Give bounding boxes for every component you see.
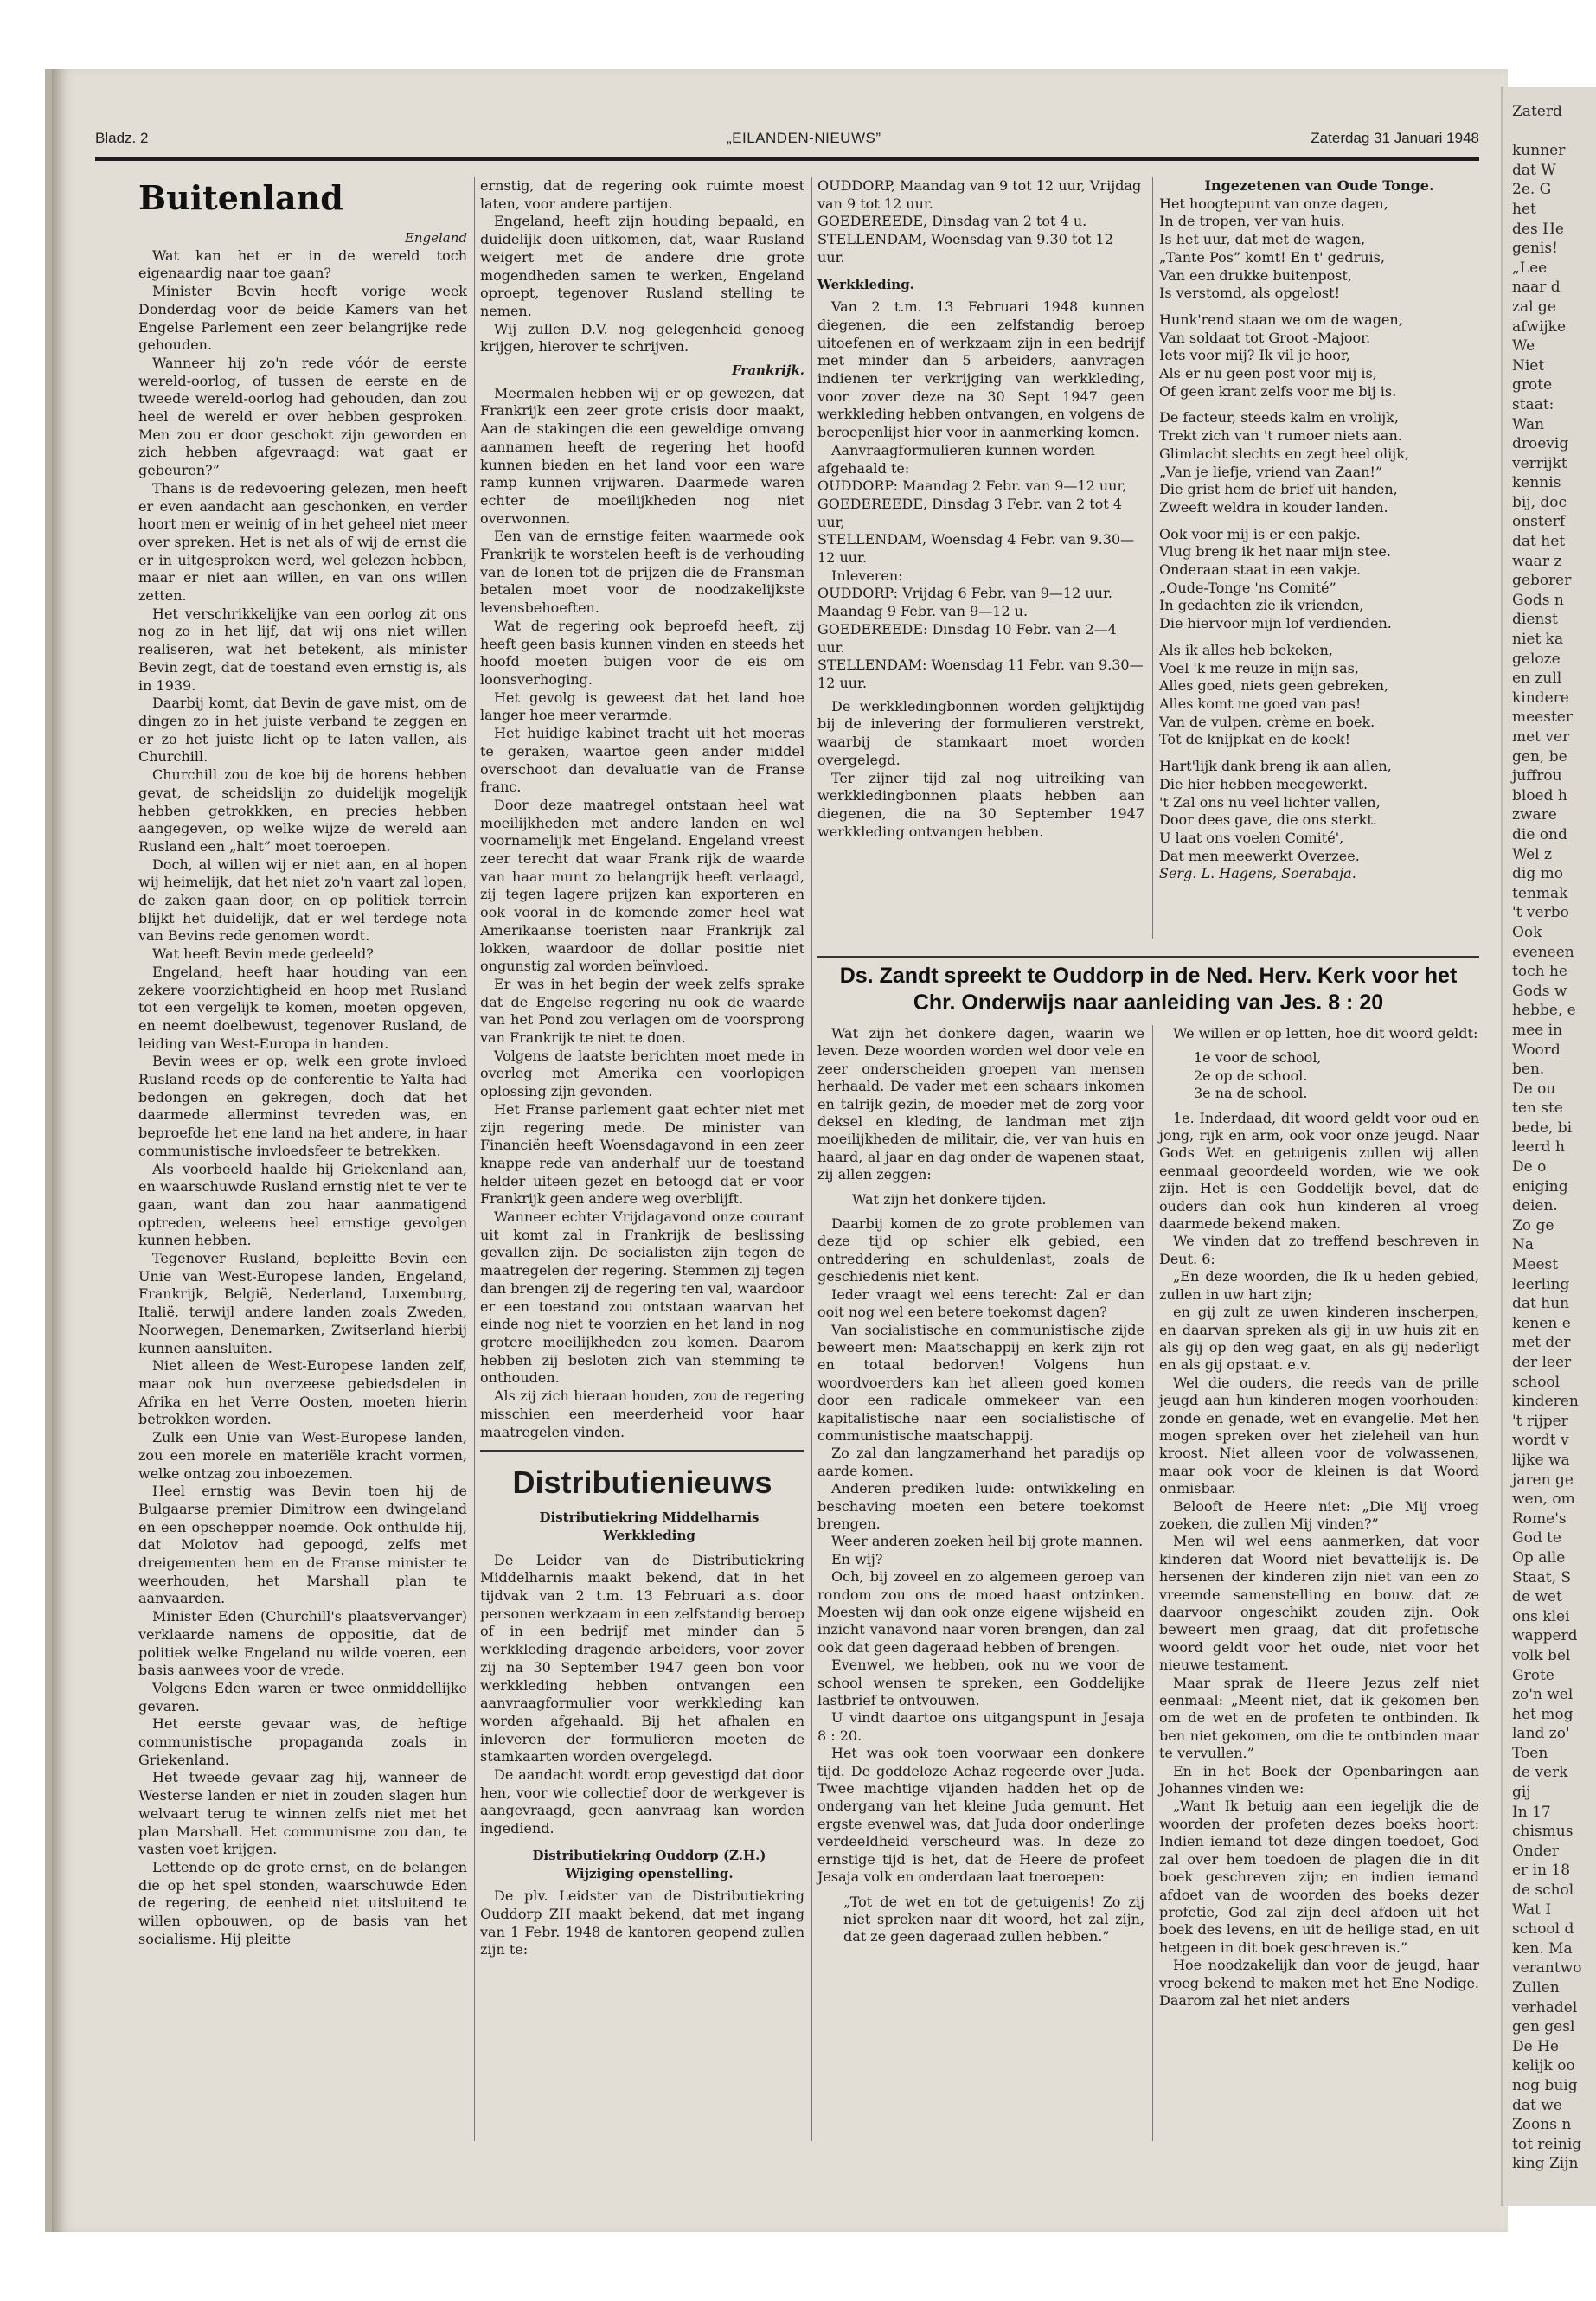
paragraph: Er was in het begin der week zelfs sprake dat de Engelse regering nu ook de waarde van het Pond zou verlagen om de voorsprong van Frankrijk te niet te doen. bbox=[480, 975, 804, 1047]
poem-line: Is het uur, dat met de wagen, bbox=[1159, 231, 1366, 248]
paragraph: ernstig, dat de regering ook ruimte moest laten, voor andere partijen. bbox=[480, 177, 804, 212]
section-subtitle: Werkkleding bbox=[603, 1527, 695, 1543]
section-title: Distributienieuws bbox=[512, 1465, 772, 1501]
poem-line: Ook voor mij is er een pakje. bbox=[1159, 525, 1361, 542]
paragraph: Wat zijn het donkere dagen, waarin we leven. Deze woorden worden wel door vele en zeer onderscheiden groepen van mensen herhaald. De vader met een schaars inkomen en talrijk gezin, de moeder met de zorg voor deksel en kleding, de landman met zijn moeilijkheden de militair, die, ver van huis en haard, al jaar en dag onder de wapenen staat, zij allen zeggen: bbox=[817, 1025, 1144, 1183]
poem-line: Door dees gave, die ons sterkt. bbox=[1159, 811, 1377, 829]
paragraph: Belooft de Heere niet: „Die Mij vroeg zoeken, die zullen Mij vinden?” bbox=[1159, 1497, 1479, 1532]
poem-line: Alles komt me goed van pas! bbox=[1159, 695, 1362, 712]
poem-line: Als ik alles heb bekeken, bbox=[1159, 641, 1333, 658]
stanza-break bbox=[1159, 401, 1479, 409]
paragraph: Thans is de redevoering gelezen, men heeft er even aandacht aan geschonken, en verder hoort men er weinig of in het geheel niet meer over spreken. Het is net als of wij de ernst die er in uitgesproken werd, wel gelezen hebben, maar er niet aan willen, en van ons willen zetten. bbox=[138, 479, 467, 605]
section-subtitle: Engeland bbox=[404, 230, 467, 246]
article-buitenland bbox=[138, 177, 467, 1949]
paragraph: Het was ook toen voorwaar een donkere tijd. De goddeloze Achaz regeerde over Juda. Twee machtige vijanden hadden het op de ondergang van het kleine Juda gemunt. Het ergste evenwel was, dat Juda door onderlinge verdeeldheid verscheurd was. In deze zo ernstige tijd is het, dat de Heere de profeet Jesaja volk en onderdaan laat toeroepen: bbox=[817, 1745, 1144, 1886]
paragraph: Meermalen hebben wij er op gewezen, dat Frankrijk een zeer grote crisis door maakt, Aan de stakingen die een geweldige omvang aannamen heeft de regering het hoofd kunnen bieden en het land voor een ware ramp kunnen vrijwaren. Daarmede waren echter de moeilijkheden nog niet overwonnen. bbox=[480, 384, 804, 527]
paragraph: Engeland, heeft haar houding van een zekere voorzichtigheid en hoop met Rusland tot een vergelijk te komen, moeten opgeven, en neemt doelbewust, tegenover Rusland, de leiding van West-Europa in handen. bbox=[138, 963, 467, 1052]
article-continuation bbox=[480, 177, 804, 1959]
stanza-break bbox=[1159, 633, 1479, 642]
paragraph: Wanneer echter Vrijdagavond onze courant uit komt zal in Frankrijk de beslissing gevallen zijn. De socialisten zijn tegen de maatregelen der regering. Stemmen zij tegen dan brengen zij de regering ten val, waardoor er een toestand zou ontstaan waarvan het einde nog niet te voorzien en het land in nog grotere moeilijkheden zou komen. Daarom hebben zij besloten zich van stemming te onthouden. bbox=[480, 1208, 804, 1387]
poem-line: De facteur, steeds kalm en vrolijk, bbox=[1159, 409, 1399, 426]
paragraph: Het gevolg is geweest dat het land hoe langer hoe meer verarmde. bbox=[480, 689, 804, 724]
poem-line: Voel 'k me reuze in mijn sas, bbox=[1159, 659, 1359, 676]
section-rule bbox=[480, 1450, 804, 1452]
schedule-line: Inleveren: bbox=[831, 567, 903, 584]
notice-line: OUDDORP, Maandag van 9 tot 12 uur, Vrijdag van 9 tot 12 uur. bbox=[817, 177, 1142, 212]
paragraph: Churchill zou de koe bij de horens hebben gevat, de scheidslijn zo duidelijk mogelijk hebben getrokkken, en precies hebben aangegeven, op welke wijze de wereld aan Rusland een „halt” moet toeroepen. bbox=[138, 766, 467, 855]
paragraph: Door deze maatregel ontstaan heel wat moeilijkheden met andere landen en wel voornamelijk met Engeland. Engeland vreest zeer terecht dat waar Frank rijk de waarde van haar munt zo belangrijk heeft verlaagd, zij tegen lagere prijzen kan exporteren en ook vooral in de komende zomer heel wat Amerikaanse toeristen naar Frankrijk zal lokken, waardoor de dollar positie niet ongunstig zal worden beïnvloed. bbox=[480, 796, 804, 975]
poem-line: Dat men meewerkt Overzee. bbox=[1159, 847, 1360, 864]
section-subtitle: Wijziging openstelling. bbox=[565, 1865, 734, 1881]
section-subtitle: Frankrijk. bbox=[732, 362, 804, 379]
paragraph: En in het Boek der Openbaringen aan Johannes vinden we: bbox=[1159, 1762, 1479, 1798]
paragraph: Volgens de laatste berichten moet mede in overleg met Amerika een voorlopigen oplossing zijn gevonden. bbox=[480, 1047, 804, 1100]
paragraph: Bevin wees er op, welk een grote invloed Rusland reeds op de conferentie te Yalta had bedongen en gekregen, doch dat het daarmede allerminst tevreden was, en beproefde het ene land na het andere, in haar communistische invloedsfeer te betrekken. bbox=[138, 1053, 467, 1159]
paragraph: Daarbij komt, dat Bevin de gave mist, om de dingen zo in het juiste verband te zeggen en er zo het juiste licht op te laten vallen, als Churchill. bbox=[138, 695, 467, 766]
poem-line: Hart'lijk dank breng ik aan allen, bbox=[1159, 758, 1392, 775]
poem-line: Van soldaat tot Groot -Majoor. bbox=[1159, 329, 1371, 346]
paragraph: Maar sprak de Heere Jezus zelf niet eenmaal: „Meent niet, dat ik gekomen ben om de wet en de profeten te ontbinden. Ik ben niet gekomen, om die te ontbinden maar te vervullen.” bbox=[1159, 1674, 1479, 1762]
notice-line: GOEDEREEDE, Dinsdag van 2 tot 4 u. bbox=[817, 213, 1087, 230]
paragraph: Wat kan het er in de wereld toch eigenaardig naar toe gaan? bbox=[138, 247, 467, 282]
schedule-line: GOEDEREEDE: Dinsdag 10 Febr. van 2—4 uur. bbox=[817, 620, 1117, 656]
article-headline: Ds. Zandt spreekt te Ouddorp in de Ned. Herv. Kerk voor het Chr. Onderwijs naar aanleiding van Jes. 8 : 20 bbox=[817, 956, 1479, 1016]
paragraph: Het huidige kabinet tracht uit het moeras te geraken, waartoe geen ander middel overschoot dan devaluatie van de Franse franc. bbox=[480, 725, 804, 796]
poem-line: Van de vulpen, crème en boek. bbox=[1159, 713, 1375, 730]
paragraph: „En deze woorden, die Ik u heden gebied, zullen in uw hart zijn; bbox=[1159, 1268, 1479, 1303]
paragraph: Aanvraagformulieren kunnen worden afgehaald te: bbox=[817, 441, 1095, 477]
poem-line: „Tante Pos” komt! En t' gedruis, bbox=[1159, 248, 1385, 266]
paragraph: Van 2 t.m. 13 Februari 1948 kunnen diegenen, die een zelfstandig beroep uitoefenen en of werkzaam zijn in een bedrijf met minder dan 5 arbeiders, aanvragen indienen ter verkrijging van werkkleding, voor zover deze na 30 Sept 1947 geen werkkleding hebben ontvangen, en volgens de beroepenlijst hier voor in aanmerking komen. bbox=[817, 298, 1145, 441]
poem-line: Het hoogtepunt van onze dagen, bbox=[1159, 195, 1388, 212]
poem-line: Als er nu geen post voor mij is, bbox=[1159, 365, 1377, 382]
outline-item: 3e na de school. bbox=[1194, 1085, 1308, 1102]
paragraph: Wanneer hij zo'n rede vóór de eerste wereld-oorlog, of tussen de eerste en de tweede wereld-oorlog had gehouden, dan zou heel de wereld er over hebben gesproken. Men zou er door geschokt zijn geworden en zich hebben afgevraagd: wat gaat er gebeuren?” bbox=[138, 354, 467, 479]
article-body bbox=[138, 247, 467, 1949]
poem-line: Glimlacht slechts en zegt heel olijk, bbox=[1159, 445, 1409, 462]
next-page-edge bbox=[1501, 87, 1596, 2206]
poem-line: Die hier hebben meegewerkt. bbox=[1159, 775, 1368, 792]
poem-signature: Serg. L. Hagens, Soerabaja. bbox=[1159, 865, 1356, 882]
column-divider bbox=[1152, 177, 1153, 939]
paragraph: Zulk een Unie van West-Europese landen, zou een morele en materiële kracht vormen, welke ontzag zou inboezemen. bbox=[138, 1429, 467, 1482]
paragraph: Evenwel, we hebben, ook nu we voor de school wensen te spreken, een Goddelijke lastbrief te ontvouwen. bbox=[817, 1657, 1144, 1709]
paragraph: Het verschrikkelijke van een oorlog zit ons nog zo in het lijf, dat wij ons niet willen realiseren, wat het betekent, als minister Bevin zegt, dat de toestand even ernstig is, als in 1939. bbox=[138, 605, 467, 694]
section-subtitle: Werkkleding. bbox=[817, 276, 914, 292]
column-divider bbox=[1152, 1025, 1153, 2141]
poem-line: Tot de knijpkat en de koek! bbox=[1159, 731, 1351, 748]
quote: „Tot de wet en tot de getuigenis! Zo zij niet spreken naar dit woord, het zal zijn, dat ze geen dageraad zullen hebben.” bbox=[843, 1893, 1144, 1945]
paragraph: Wij zullen D.V. nog gelegenheid genoeg krijgen, hierover te schrijven. bbox=[480, 320, 804, 356]
poem-line: Die grist hem de brief uit handen, bbox=[1159, 481, 1398, 498]
poem-lines bbox=[1159, 195, 1479, 866]
paragraph: U vindt daartoe ons uitgangspunt in Jesaja 8 : 20. bbox=[817, 1709, 1144, 1744]
paragraph: Als zij zich hieraan houden, zou de regering misschien een meerderheid voor haar maatregelen vinden. bbox=[480, 1388, 804, 1440]
paragraph: Och, bij zoveel en zo algemeen geroep van rondom zou ons de moed haast ontzinken. Moesten wij dan ook onze eigene wijsheid en inzicht vanavond naar voren brengen, dan zal ook dat geen dageraad hebben of brengen. bbox=[817, 1568, 1144, 1656]
poem bbox=[1159, 177, 1479, 883]
paragraph: Het tweede gevaar zag hij, wanneer de Westerse landen er niet in zouden slagen hun welvaart terug te winnen zelfs niet met het plan Marshall. Het communisme zou dan, te vasten voet krijgen. bbox=[138, 1769, 467, 1858]
paragraph: Engeland, heeft zijn houding bepaald, en duidelijk doen uitkomen, dat, waar Rusland weigert met de andere drie grote mogendheden samen te werken, Engeland oproept, tegenover Rusland stelling te nemen. bbox=[480, 213, 804, 319]
header-rule bbox=[95, 157, 1479, 161]
paragraph: Een van de ernstige feiten waarmede ook Frankrijk te worstelen heeft is de verhouding van de lonen tot de prijzen die de Fransman betalen moet voor de noodzakelijkste levensbehoeften. bbox=[480, 528, 804, 617]
paragraph: En wij? bbox=[831, 1550, 883, 1567]
poem-line: In gedachten zie ik vrienden, bbox=[1159, 597, 1364, 614]
section-title: Buitenland bbox=[138, 178, 343, 217]
column-divider bbox=[811, 177, 812, 2141]
section-subtitle: Distributiekring Middelharnis bbox=[539, 1509, 760, 1526]
paragraph: Volgens Eden waren er twee onmiddellijke gevaren. bbox=[138, 1679, 467, 1715]
poem-line: „Van je liefje, vriend van Zaan!” bbox=[1159, 463, 1383, 480]
paragraph: Wel die ouders, die reeds van de prille jeugd aan hun kinderen mogen voorhouden: zonde en genade, wet en evangelie. Met hen mogen spreken over het zieleheil van hun kroost. Niet alleen voor de volwassenen, maar ook voor de kleinen is dat Woord onmisbaar. bbox=[1159, 1374, 1479, 1497]
paragraph: Van socialistische en communistische zijde beweert men: Maatschappij en kerk zijn rot en totaal bedorven! Volgens hun woordvoerders kan het alleen goed komen door een radicale ommekeer van een kapitalistische naar een socialistische of communistische maatschappij. bbox=[817, 1321, 1144, 1444]
notice-line: STELLENDAM, Woensdag van 9.30 tot 12 uur. bbox=[817, 231, 1113, 266]
paragraph: De werkkledingbonnen worden gelijktijdig bij de inlevering der formulieren verstrekt, waarbij de stamkaart moet worden overgelegd. bbox=[817, 697, 1144, 768]
paragraph: De Leider van de Distributiekring Middelharnis maakt bekend, dat in het tijdvak van 2 t.m. 13 Februari a.s. door personen werkzaam in een zelfstandig beroep of in een bedrijf met minder dan 5 werkkleding dragende arbeiders, voor zover zij na 30 September 1947 geen bon voor werkkleding hebben ontvangen een aanvraagformulier voor werkkleding kan worden afgehaald. Bij het afhalen en inleveren der formulieren moeten de stamkaarten worden overgelegd. bbox=[480, 1551, 804, 1766]
sermon-outline bbox=[1159, 1049, 1479, 1102]
poem-line: Zweeft weldra in kouder landen. bbox=[1159, 498, 1388, 516]
paragraph: We vinden dat zo treffend beschreven in Deut. 6: bbox=[1159, 1233, 1479, 1267]
schedule-line: GOEDEREEDE, Dinsdag 3 Febr. van 2 tot 4 uur, bbox=[817, 495, 1122, 530]
outline-item: 1e voor de school, bbox=[1194, 1049, 1322, 1067]
section-subtitle: Distributiekring Ouddorp (Z.H.) bbox=[532, 1847, 766, 1863]
outline-item: 2e op de school. bbox=[1194, 1067, 1308, 1084]
paragraph: Niet alleen de West-Europese landen zelf, maar ook hun overzeese gebiedsdelen in Afrika en het Verre Oosten, moeten hierin betrokken worden. bbox=[138, 1357, 467, 1428]
paragraph: Het eerste gevaar was, de heftige communistische propaganda zoals in Griekenland. bbox=[138, 1715, 467, 1768]
page-number: Bladz. 2 bbox=[95, 130, 149, 146]
paragraph: Wat de regering ook beproefd heeft, zij heeft geen basis kunnen vinden en steeds het hoofd moeten buigen voor de eis om loonsverhoging. bbox=[480, 617, 804, 688]
poem-line: Die hiervoor mijn lof verdienden. bbox=[1159, 615, 1392, 632]
quote: Wat zijn het donkere tijden. bbox=[852, 1190, 1047, 1208]
stanza-break bbox=[1159, 303, 1479, 311]
sermon-column-a bbox=[817, 1025, 1144, 1946]
stanza-break bbox=[1159, 517, 1479, 526]
paragraph: Als voorbeeld haalde hij Griekenland aan, en waarschuwde Rusland ernstig niet te ver te gaan, want dan zou haar aanmatigend optreden, weleens heel ernstige gevolgen kunnen hebben. bbox=[138, 1160, 467, 1249]
schedule-line: STELLENDAM, Woensdag 4 Febr. van 9.30—12 uur. bbox=[817, 531, 1135, 567]
paragraph: De aandacht wordt erop gevestigd dat door hen, voor wie collectief door de werkgever is aangevraagd, geen aanvraag kan worden ingediend. bbox=[480, 1766, 804, 1837]
paragraph: Hoe noodzakelijk dan voor de jeugd, haar vroeg bekend te maken met het Ene Nodige. Daarom zal het niet anders bbox=[1159, 1957, 1479, 2009]
schedule-line: STELLENDAM: Woensdag 11 Febr. van 9.30—12 uur. bbox=[817, 657, 1144, 691]
paragraph: Weer anderen zoeken heil bij grote mannen. bbox=[831, 1533, 1144, 1550]
paragraph: We willen er op letten, hoe dit woord geldt: bbox=[1173, 1025, 1478, 1042]
issue-date: Zaterdag 31 Januari 1948 bbox=[1311, 130, 1479, 146]
poem-line: Iets voor mij? Ik vil je hoor, bbox=[1159, 347, 1350, 364]
poem-line: Onderaan staat in een vakje. bbox=[1159, 561, 1362, 579]
paragraph: Men wil wel eens aanmerken, dat voor kinderen dat Woord niet bevattelijk is. De hersenen der kinderen zijn niet van een zo vreemde samenstelling en bouw. dat ze daarvoor ongeschikt zouden zijn. Ook beweert men graag, dat dit profetische woord geldt voor het oude, niet voor het nieuwe testament. bbox=[1159, 1533, 1479, 1674]
sermon-column-b bbox=[1159, 1025, 1479, 2009]
poem-title: Ingezetenen van Oude Tonge. bbox=[1204, 177, 1434, 194]
poem-line: U laat ons voelen Comité', bbox=[1159, 829, 1344, 846]
paragraph: Het Franse parlement gaat echter niet met zijn regering mede. De minister van Financiën heeft Woensdagavond in een zeer knappe rede van anderhalf uur de toestand helder uiteen gezet en betoogd dat er voor Frankrijk geen andere weg overblijft. bbox=[480, 1100, 804, 1208]
page-header bbox=[95, 130, 1479, 156]
paragraph: „Want Ik betuig aan een iegelijk die de woorden der profeten dezes boeks hoort: Indien iemand tot deze dingen toedoet, God zal over hem toedoen de plagen die in dit boek geschreven zijn; en indien iemand afdoet van de woorden des boeks dezer profetie, God zal zijn deel afdoen uit het boek des levens, en uit de heilige stad, en uit hetgeen in dit boek geschreven is.” bbox=[1159, 1798, 1479, 1956]
paragraph: Ter zijner tijd zal nog uitreiking van werkkledingbonnen plaats hebben aan diegenen, die na 30 September 1947 werkkleding ontvangen hebben. bbox=[817, 769, 1144, 840]
paragraph: Minister Eden (Churchill's plaatsvervanger) verklaarde namens de oppositie, dat de politiek welke Engeland nu wilde voeren, een basis aanwees voor de vrede. bbox=[138, 1608, 467, 1679]
poem-line: Trekt zich van 't rumoer niets aan. bbox=[1159, 427, 1402, 445]
schedule-line: OUDDORP: Maandag 2 Febr. van 9—12 uur, bbox=[817, 478, 1127, 495]
poem-line: In de tropen, ver van huis. bbox=[1159, 213, 1345, 230]
schedule-line: OUDDORP: Vrijdag 6 Febr. van 9—12 uur. Maandag 9 Febr. van 9—12 u. bbox=[817, 585, 1112, 620]
paragraph: Tegenover Rusland, bepleitte Bevin een Unie van West-Europese landen, Engeland, Frankrijk, België, Nederland, Luxemburg, Italië, terwijl andere landen zoals Zweden, Noorwegen, Denemarken, Zwitserland hierbij kunnen aansluiten. bbox=[138, 1250, 467, 1356]
paragraph: Zo zal dan langzamerhand het paradijs op aarde komen. bbox=[817, 1445, 1144, 1479]
paragraph: Wat heeft Bevin mede gedeeld? bbox=[152, 945, 374, 963]
newspaper-name: „EILANDEN-NIEUWS” bbox=[727, 130, 881, 146]
poem-line: „Oude-Tonge 'ns Comité” bbox=[1159, 579, 1336, 596]
paragraph: Minister Bevin heeft vorige week Donderdag voor de beide Kamers van het Engelse Parlement een zeer belangrijke rede gehouden. bbox=[138, 283, 467, 354]
paragraph: 1e. Inderdaad, dit woord geldt voor oud en jong, rijk en arm, ook voor onze jeugd. Naar Gods Wet en getuigenis zullen wij allen eenmaal geoordeeld worden, wie we ook zijn. Het is een Goddelijk bevel, dat de ouders dan ook hun kinderen al vroeg daarmede bekend maken. bbox=[1159, 1109, 1479, 1233]
paragraph: Doch, al willen wij er niet aan, en al hopen wij heimelijk, dat het niet zo'n vaart zal lopen, de zaken gaan door, en op politiek terrein blijkt het duidelijk, dat er wel terdege nota van Bevins rede genomen wordt. bbox=[138, 856, 467, 945]
poem-line: 't Zal ons nu veel lichter vallen, bbox=[1159, 793, 1381, 811]
paragraph: Ieder vraagt wel eens terecht: Zal er dan ooit nog wel een betere toekomst dagen? bbox=[817, 1285, 1144, 1321]
stanza-break bbox=[1159, 749, 1479, 758]
poem-line: Of geen krant zelfs voor me bij is. bbox=[1159, 382, 1397, 400]
poem-line: Alles goed, niets geen gebreken, bbox=[1159, 677, 1389, 695]
paragraph: en gij zult ze uwen kinderen inscherpen, en daarvan spreken als gij in uw huis zit en als gij op den weg gaat, en als gij nederligt en als gij opstaat. e.v. bbox=[1159, 1304, 1479, 1374]
paragraph: Anderen prediken luide: ontwikkeling en beschaving moeten een betere toekomst brengen. bbox=[817, 1480, 1144, 1532]
poem-line: Is verstomd, als opgelost! bbox=[1159, 285, 1340, 302]
next-page-text: Zaterd kunner dat W 2e. G het des He genis! „Lee naar d zal ge afwijke We Niet grote staat: Wan droevig verrijkt kennis bij, doc onsterf dat het waar z geborer Gods n dienst niet ka geloze en zull kindere meester met ver gen, be juffrou bloed h zware die ond Wel z dig mo tenmak 't verbo Ook eveneen toch he Gods w hebbe, e mee in Woord ben. De ou ten ste bede, bi leerd h De o eniging deien. Zo ge Na Meest leerling dat hun kenen e met der der leer school kinderen 't rijper wordt v lijke wa jaren ge wen, om Rome's God te Op alle Staat, S de wet ons klei wapperd volk bel Grote zo'n wel het mog land zo' Toen de verk gij In 17 chismus Onder er in 18 de schol Wat I school d ken. Ma verantwo Zullen verhadel gen gesl De He kelijk oo nog buig dat we Zoons n tot reinig king Zijn bbox=[1512, 103, 1582, 2173]
paragraph: Heel ernstig was Bevin toen hij de Bulgaarse premier Dimitrow een dwingeland en een opschepper noemde. Ook onthulde hij, dat Molotov had gepoogd, zelfs met dreigementen hem en de Franse minister te weerhouden, het Marshall plan te aanvaarden. bbox=[138, 1483, 467, 1607]
paragraph: De plv. Leidster van de Distributiekring Ouddorp ZH maakt bekend, dat met ingang van 1 Febr. 1948 de kantoren geopend zullen zijn te: bbox=[480, 1888, 804, 1958]
poem-line: Hunk'rend staan we om de wagen, bbox=[1159, 311, 1403, 328]
column-divider bbox=[474, 177, 475, 2141]
distribution-notice bbox=[817, 177, 1144, 841]
paragraph: Lettende op de grote ernst, en de belangen die op het spel stonden, waarschuwde Eden de regering, de eenheid niet uitsluitend te willen opbouwen, op de basis van het socialisme. Hij pleitte bbox=[138, 1858, 467, 1947]
poem-line: Vlug breng ik het naar mijn stee. bbox=[1159, 543, 1391, 561]
paragraph: Daarbij komen de zo grote problemen van deze tijd op schier elk gebied, een ontreddering en schuldenlast, zoals de geschiedenis niet kent. bbox=[817, 1215, 1144, 1285]
poem-line: Van een drukke buitenpost, bbox=[1159, 266, 1352, 284]
